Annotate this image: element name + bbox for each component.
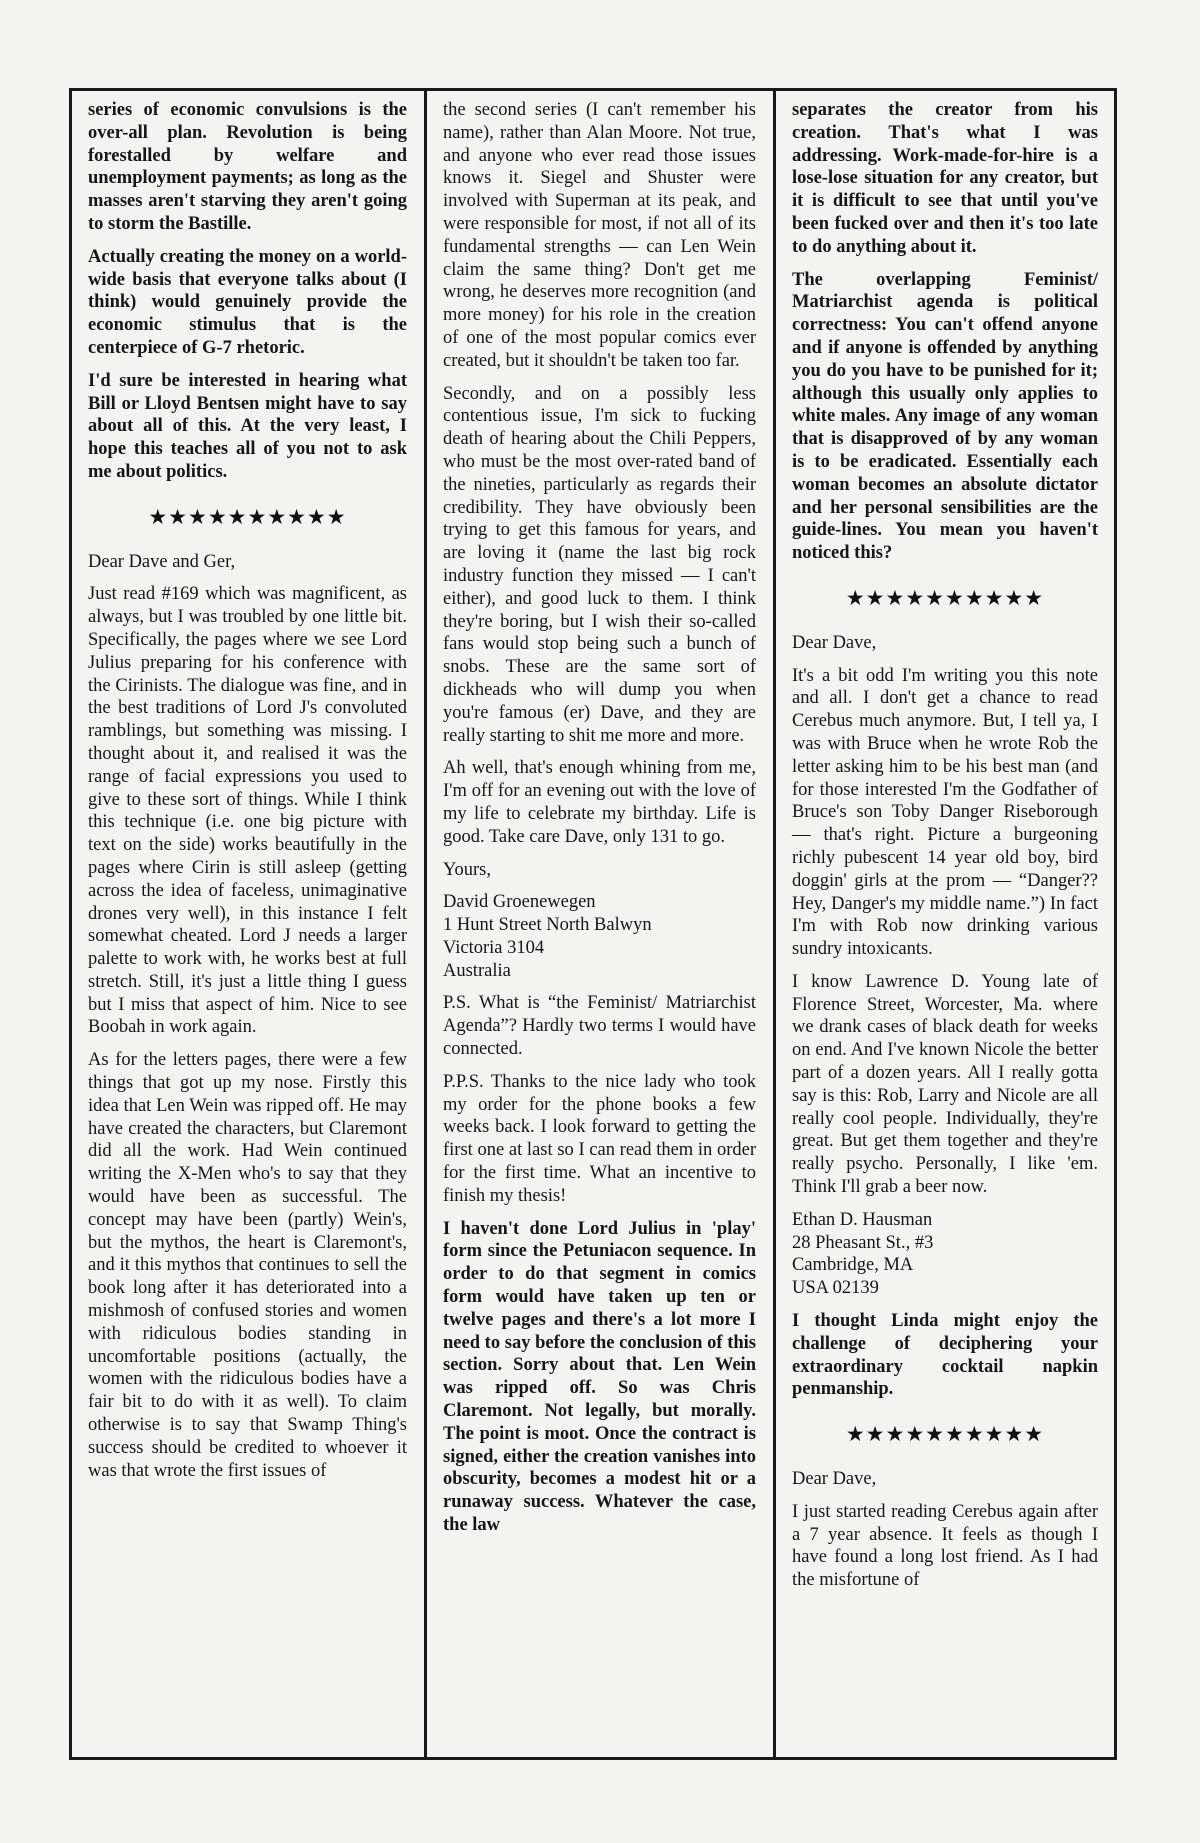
letter-paragraph: Dear Dave, — [792, 632, 877, 653]
letter-paragraph: Ah well, that's enough whining from me, I'm off for an evening out with the love of my life to celebrate my birthday. Life is good. Take care Dave, only 131 to go. — [443, 758, 756, 847]
letter-paragraph: Dear Dave and Ger, — [88, 551, 236, 572]
letter-paragraph: Just read #169 which was magnificent, as always, but I was troubled by one little bit. Specifically, the pages where we see Lord Julius preparing for his conference with the Cirinists. The dialogue was fine, and in the best traditions of Lord J's convoluted ramblings, but something was missing. I thought about it, and realised it was the range of facial expressions you used to give to these sort of things. While I think this technique (i.e. one big picture with text on the side) works beautifully in the pages where Cirin is still asleep (getting across the idea of faceless, unimaginative drones very well), in this instance I felt somewhat cheated. Lord J needs a larger palette to work with, he works best at full stretch. Still, it's just a little thing I guess but I miss that aspect of him. Nice to see Boobah in work again. — [88, 584, 407, 1038]
signature-block: David Groenewegen 1 Hunt Street North Balwyn Victoria 3104 Australia — [443, 892, 652, 981]
editor-response-paragraph: I haven't done Lord Julius in 'play' form since the Petuniacon sequence. In order to do that segment in comics form would have taken up ten or twelve pages and there's a lot more I need to say before the conclusion of this section. Sorry about that. Len Wein was ripped off. So was Chris Claremont. Not legally, but morally. The point is moot. Once the contract is signed, either the creation vanishes into obscurity, becomes a modest hit or a runaway success. Whatever the case, the law — [443, 1218, 756, 1536]
column-right — [776, 91, 1114, 1757]
letter-paragraph: Secondly, and on a possibly less contentious issue, I'm sick to fucking death of hearing about the Chili Peppers, who must be the most over-rated band of the nineties, particularly as regards their credibility. They have obviously been trying to get this famous for years, and are loving it (name the last big rock industry function they missed — I can't either), and good luck to them. I think they're boring, but I wish their so-called fans would stop being such a bunch of snobs. These are the same sort of dickheads who will dump you when you're famous (er) Dave, and they are really starting to shit me more and more. — [443, 383, 756, 746]
letter-paragraph: It's a bit odd I'm writing you this note and all. I don't get a chance to read Cerebus much anymore. But, I tell ya, I was with Bruce when he wrote Rob the letter asking him to be his best man (and for those interested I'm the Godfather of Bruce's son Toby Danger Riseborough — that's right. Picture a burgeoning richly pubescent 14 year old boy, bird doggin' girls at the prom — “Danger?? Hey, Danger's my middle name.”) In fact I'm with Rob now drinking various sundry intoxicants. — [792, 665, 1098, 960]
editor-response-paragraph: I'd sure be interested in hearing what Bill or Lloyd Bentsen might have to say about all of this. At the very least, I hope this teaches all of you not to ask me about politics. — [88, 370, 407, 482]
letter-paragraph: P.S. What is “the Feminist/ Matriarchist Agenda”? Hardly two terms I would have connected. — [443, 993, 756, 1060]
star-separator: ★★★★★★★★★★ — [845, 1422, 1045, 1447]
letter-paragraph: P.P.S. Thanks to the nice lady who took my order for the phone books a few weeks back. I look forward to getting the first one at last so I can read them in order for the first time. What an incentive to finish my thesis! — [443, 1071, 756, 1206]
letter-paragraph: As for the letters pages, there were a few things that got up my nose. Firstly this idea that Len Wein was ripped off. He may have created the characters, but Claremont did all the work. Had Wein continued writing the X-Men who's to say that they would have been as successful. The concept may have been (partly) Wein's, but the mythos, the heart is Claremont's, and it this mythos that continues to sell the book long after it has deteriorated into a mishmosh of confused stories and women with ridiculous bodies standing in uncomfortable positions (actually, the women with the ridiculous bodies have a fair bit to do with it as well). To claim otherwise is to say that Swamp Thing's success should be credited to whoever it was that wrote the first issues of — [88, 1050, 407, 1481]
star-separator: ★★★★★★★★★★ — [148, 504, 347, 529]
column-middle — [427, 91, 772, 1757]
editor-response-paragraph: separates the creator from his creation. That's what I was addressing. Work-made-for-hire is a lose-lose situation for any creator, but it is difficult to see that until you've been fucked over and then it's too late to do anything about it. — [792, 100, 1098, 257]
editor-response-paragraph: I thought Linda might enjoy the challenge of deciphering your extraordinary cocktail napkin penmanship. — [792, 1311, 1098, 1400]
editor-response-paragraph: series of economic convulsions is the over-all plan. Revolution is being forestalled by welfare and unemployment payments; as long as the masses aren't starving they aren't going to storm the Bastille. — [88, 100, 407, 234]
editor-response-paragraph: The overlapping Feminist/ Matriarchist agenda is political correctness: You can't offend anyone and if anyone is offended by anything you do you have to be punished for it; although this usually only applies to white males. Any image of any woman that is disapproved of by any woman is to be eradicated. Essentially each woman becomes an absolute dictator and her personal sensibilities are the guide-lines. You mean you haven't noticed this? — [792, 269, 1098, 564]
signature-block: Yours, — [443, 859, 491, 880]
letter-paragraph: the second series (I can't remember his name), rather than Alan Moore. Not true, and anyone who ever read those issues knows it. Siegel and Shuster were involved with Superman at its peak, and were responsible for most, if not all of its fundamental strengths — can Len Wein claim the same thing? Don't get me wrong, he deserves more recognition (and more money) for his role in the creation of one of the most popular comics ever created, but it shouldn't be taken too far. — [443, 100, 756, 371]
letter-paragraph: Dear Dave, — [792, 1469, 877, 1490]
column-left — [72, 91, 423, 1757]
signature-block: Ethan D. Hausman 28 Pheasant St., #3 Cambridge, MA USA 02139 — [792, 1209, 934, 1299]
editor-response-paragraph: Actually creating the money on a world-wide basis that everyone talks about (I think) would genuinely provide the economic stimulus that is the centerpiece of G-7 rhetoric. — [88, 246, 407, 358]
star-separator: ★★★★★★★★★★ — [845, 585, 1045, 610]
letter-paragraph: I know Lawrence D. Young late of Florence Street, Worcester, Ma. where we drank cases of black death for weeks on end. And I've known Nicole the better part of a dozen years. All I really gotta say is this: Rob, Larry and Nicole are all really cool people. Individually, they're great. But get them together and they're really psycho. Personally, I like 'em. Think I'll grab a beer now. — [792, 971, 1098, 1198]
letter-paragraph: I just started reading Cerebus again after a 7 year absence. It feels as though I have found a long lost friend. As I had the misfortune of — [792, 1501, 1098, 1591]
